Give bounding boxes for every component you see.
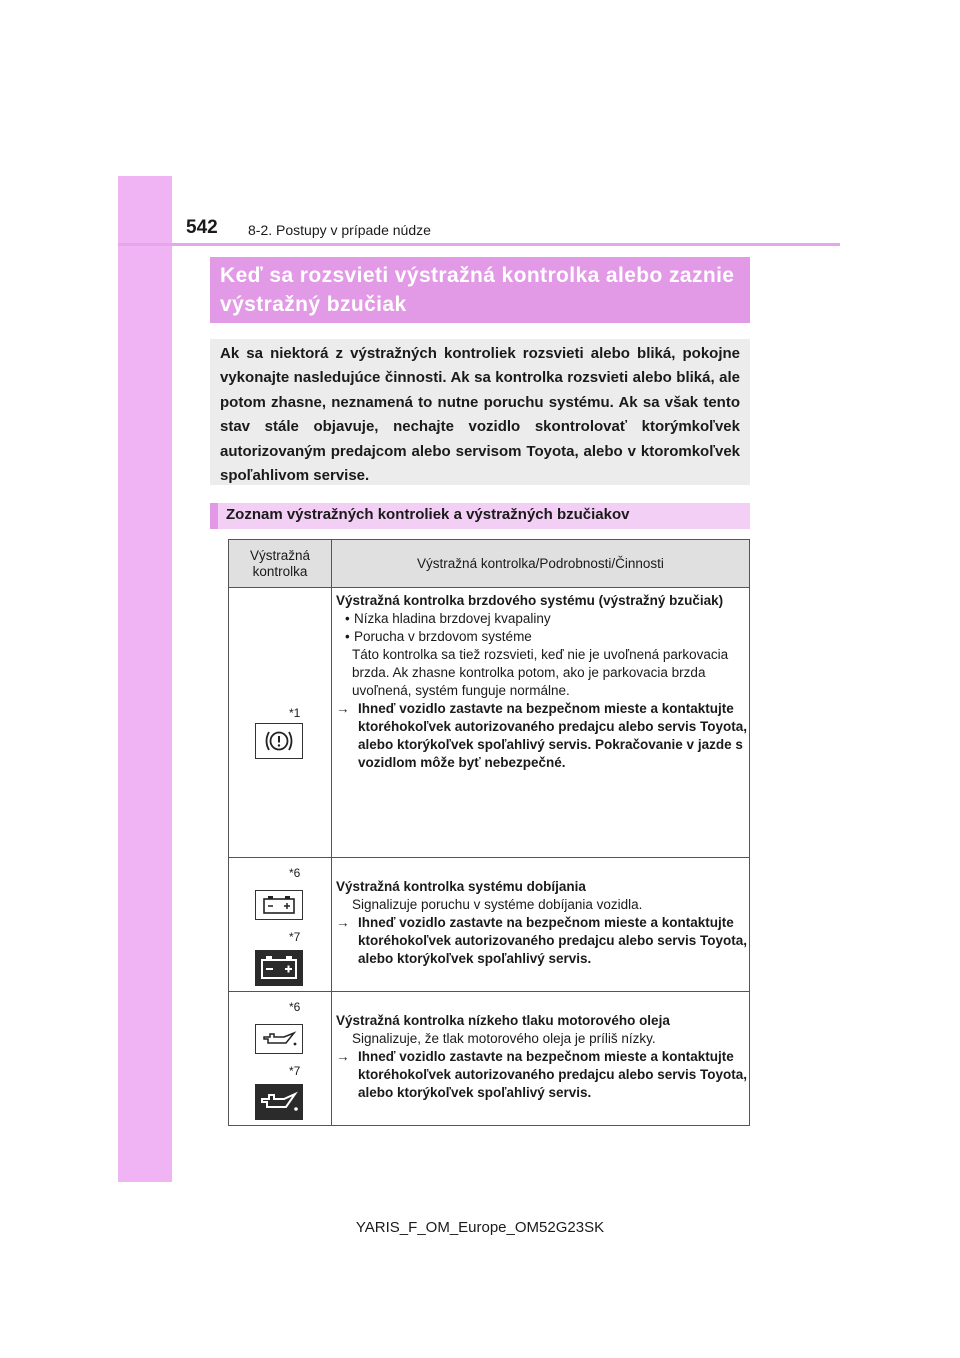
oil-can-icon: [255, 1084, 303, 1120]
footnote-mark: *1: [289, 706, 301, 720]
battery-icon: [255, 950, 303, 986]
main-heading: Keď sa rozsvieti výstražná kontrolka alebo zaznie výstražný bzučiak: [210, 257, 750, 323]
description-cell: [332, 858, 750, 992]
warning-action: → Ihneď vozidlo zastavte na bezpečnom mieste a kontaktujte ktoréhokoľvek autorizovaného predajcu alebo servis Toyota, alebo ktorýkoľvek spoľahlivý servis.: [336, 914, 749, 968]
warning-detail: Signalizuje, že tlak motorového oleja je príliš nízky.: [352, 1030, 656, 1046]
warning-action: → Ihneď vozidlo zastavte na bezpečnom mieste a kontaktujte ktoréhokoľvek autorizovaného predajcu alebo servis Toyota, alebo ktorýkoľvek spoľahlivý servis.: [336, 1048, 749, 1102]
warning-detail: Signalizuje poruchu v systéme dobíjania vozidla.: [352, 896, 643, 912]
intro-paragraph: Ak sa niektorá z výstražných kontroliek rozsvieti alebo bliká, pokojne vykonajte nasledujúce činnosti. Ak sa kontrolka rozsvieti alebo bliká, ale potom zhasne, neznamená to nutne poruchu systému. Ak sa však tento stav stále objavuje, nechajte vozidlo skontrolovať ktorýmkoľvek autorizovaným predajcom alebo servisom Toyota, alebo v ktoromkoľvek spoľahlivom servise.: [210, 339, 750, 485]
table-row: [229, 992, 750, 1126]
warning-title: Výstražná kontrolka nízkeho tlaku motorového oleja: [336, 1012, 670, 1028]
warning-title: Výstražná kontrolka systému dobíjania: [336, 878, 586, 894]
document-footer: YARIS_F_OM_Europe_OM52G23SK: [355, 1219, 605, 1236]
icon-cell: [229, 858, 332, 992]
footnote-mark: *7: [289, 1064, 301, 1078]
warning-title: Výstražná kontrolka brzdového systému (výstražný bzučiak): [336, 593, 724, 608]
icon-cell: [229, 992, 332, 1126]
description-cell: [332, 992, 750, 1126]
brake-warning-icon: [255, 723, 303, 759]
section-reference: 8-2. Postupy v prípade núdze: [248, 222, 431, 238]
footnote-mark: *7: [289, 930, 301, 944]
column-header: Výstražná kontrolka: [229, 540, 332, 588]
page-number: 542: [186, 217, 218, 238]
warning-action: → Ihneď vozidlo zastavte na bezpečnom mieste a kontaktujte ktoréhokoľvek autorizovaného predajcu alebo servis Toyota, alebo ktorýkoľvek spoľahlivý servis. Pokračovanie v jazde s vozidlom môže byť nebezpečné.: [336, 700, 749, 772]
description-cell: [332, 588, 750, 858]
warning-table: [228, 539, 750, 1126]
sub-heading: Zoznam výstražných kontroliek a výstražných bzučiakov: [210, 503, 750, 529]
icon-cell: [229, 588, 332, 858]
column-header: Výstražná kontrolka/Podrobnosti/Činnosti: [332, 540, 750, 588]
chapter-side-tab: [118, 176, 172, 1182]
header-rule: [118, 243, 840, 246]
footnote-mark: *6: [289, 1000, 301, 1014]
footnote-mark: *6: [289, 866, 301, 880]
list-item: • Porucha v brzdovom systéme: [336, 628, 749, 646]
table-header-row: [229, 540, 750, 588]
battery-icon: [255, 890, 303, 920]
oil-can-icon: [255, 1024, 303, 1054]
warning-detail: Táto kontrolka sa tiež rozsvieti, keď nie je uvoľnená parkovacia brzda. Ak zhasne kontrolka potom, ako je parkovacia brzda uvoľnená, systém funguje normálne.: [352, 647, 729, 698]
list-item: • Nízka hladina brzdovej kvapaliny: [336, 610, 749, 628]
table-row: [229, 588, 750, 858]
table-row: [229, 858, 750, 992]
